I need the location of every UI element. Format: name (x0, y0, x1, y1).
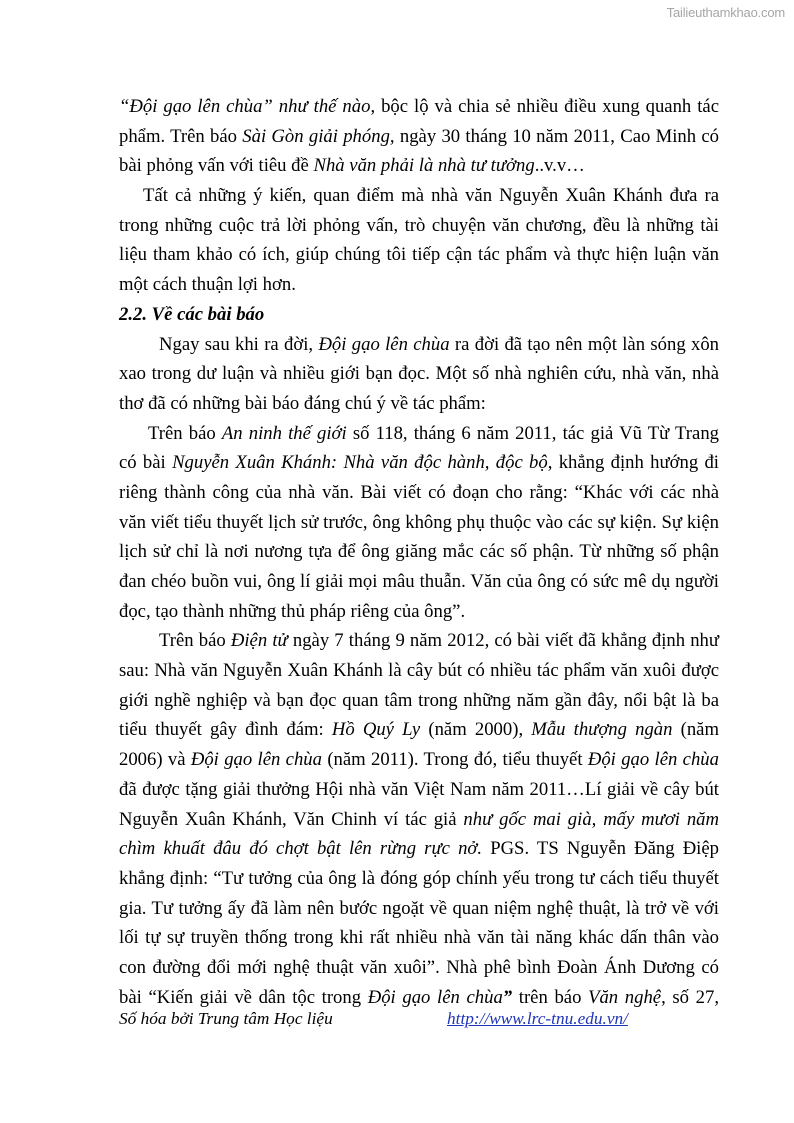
text-line (119, 567, 719, 597)
paragraph (119, 330, 719, 419)
text-line (119, 686, 719, 716)
text-run: (năm 2000), (420, 719, 532, 741)
text-run: ngày 7 tháng 9 năm 2012, có bài viết đã khẳng định như (287, 630, 720, 652)
body-text (119, 92, 719, 1012)
text-run: Tất cả những ý kiến, quan điểm mà nhà văn Nguyễn Xuân Khánh đưa ra (143, 185, 719, 207)
italic-text-run: “Đội gạo lên chùa” như thế nào (119, 96, 371, 117)
text-run: ra đời đã tạo nên một làn sóng xôn (449, 333, 719, 355)
paragraph (119, 626, 719, 1012)
text-line (119, 656, 719, 686)
text-run: thơ đã có những bài báo đáng chú ý về tác phẩm: (119, 392, 486, 414)
italic-text-run: chìm khuất đâu đó chợt bật lên rừng rực nở. (119, 838, 483, 860)
text-run: đã được tặng giải thưởng Hội nhà văn Việt Nam năm 2011…Lí giải về cây bút (119, 778, 719, 800)
italic-text-run: Đội gạo lên chùa (587, 749, 719, 771)
text-run: giới nghề nghiệp và bạn đọc quan tâm trong những năm gần đây, nổi bật là ba (119, 689, 719, 711)
text-line (119, 953, 719, 983)
text-run: (năm 2011). Trong đó, tiểu thuyết (321, 749, 588, 771)
text-run: xao trong dư luận và nhiều giới bạn đọc. Một số nhà nghiên cứu, nhà văn, nhà (119, 363, 719, 385)
text-line (119, 181, 719, 211)
text-line (119, 864, 719, 894)
text-line (119, 745, 719, 775)
text-run: ..v.v… (534, 155, 585, 177)
text-line (119, 537, 719, 567)
text-run: một cách thuận lợi hơn. (119, 274, 296, 296)
page-footer (119, 1009, 719, 1035)
italic-text-run: Mẫu thượng ngàn (531, 719, 673, 741)
text-line (119, 270, 719, 300)
italic-text-run: Nhà văn phải là nhà tư tưởng (313, 155, 535, 177)
section-heading (119, 300, 719, 330)
text-line (119, 300, 719, 330)
text-run: số 118, tháng 6 năm 2011, tác giả Vũ Từ Trang (346, 422, 719, 444)
footer-link[interactable]: http://www.lrc-tnu.edu.vn/ (447, 1009, 628, 1028)
text-run: bài “Kiến giải về dân tộc trong (119, 986, 368, 1008)
bold-italic-text-run: ” (502, 986, 513, 1008)
text-run: 2006) và (119, 749, 191, 771)
text-line (119, 775, 719, 805)
text-line (119, 330, 719, 360)
text-line (119, 151, 719, 181)
italic-text-run: Văn nghệ (588, 986, 662, 1008)
text-run: lịch sử chỉ là nơi nương tựa để ông giăng mắc các số phận. Từ những số phận (119, 541, 719, 563)
paragraph (119, 419, 719, 627)
watermark: Tailieuthamkhao.com (666, 5, 785, 20)
italic-text-run: Hồ Quý Ly (331, 719, 421, 741)
text-run: con đường đổi mới nghệ thuật văn xuôi”. Nhà phê bình Đoàn Ánh Dương có (119, 956, 719, 978)
bold-italic-text-run: 2.2. Về các bài báo (119, 303, 265, 325)
text-run: trong những cuộc trả lời phỏng vấn, trò chuyện văn chương, đều là những tài (119, 214, 719, 236)
italic-text-run: An ninh thế giới (221, 422, 347, 444)
text-run: lối tự sự truyền thống trong khi rất nhiều nhà văn tài năng khác dấn thân vào (119, 927, 719, 949)
text-run: , ngày 30 tháng 10 năm 2011, Cao Minh có (389, 125, 719, 147)
italic-text-run: Sài Gòn giải phóng (242, 125, 390, 147)
text-line (119, 478, 719, 508)
text-line (119, 122, 719, 152)
text-run: đan chéo buồn vui, ông lí giải mọi mâu thuẫn. Văn của ông có sức mê dụ người (119, 571, 719, 592)
paragraph (119, 181, 719, 300)
text-run: Nguyễn Xuân Khánh, Văn Chinh ví tác giả (119, 808, 464, 830)
text-run: Ngay sau khi ra đời, (159, 333, 319, 355)
italic-text-run: Điện tử (230, 630, 288, 652)
italic-text-run: Đội gạo lên chùa (190, 749, 322, 771)
text-line (119, 240, 719, 270)
text-line (119, 626, 719, 656)
italic-text-run: Đội gạo lên chùa (367, 986, 503, 1008)
text-run: Trên báo (159, 630, 231, 652)
text-run: , bộc lộ và chia sẻ nhiều điều xung quanh tác (370, 96, 719, 117)
text-line (119, 419, 719, 449)
text-line (119, 805, 719, 835)
text-run: bài phỏng vấn với tiêu đề (119, 155, 314, 177)
text-line (119, 983, 719, 1013)
text-line (119, 389, 719, 419)
footer-credit: Số hóa bởi Trung tâm Học liệu (119, 1009, 333, 1028)
text-run: riêng thành công của nhà văn. Bài viết có đoạn cho rằng: “Khác với các nhà (119, 481, 719, 503)
text-run: PGS. TS Nguyễn Đăng Điệp (482, 838, 719, 860)
text-line (119, 508, 719, 538)
text-line (119, 211, 719, 241)
text-run: liệu tham khảo có ích, giúp chúng tôi tiếp cận tác phẩm và thực hiện luận văn (119, 244, 719, 266)
text-run: có bài (119, 452, 173, 474)
italic-text-run: như gốc mai già, mấy mươi năm (463, 808, 719, 830)
text-line (119, 597, 719, 627)
text-run: , số 27, (661, 986, 719, 1008)
text-line (119, 834, 719, 864)
text-line (119, 448, 719, 478)
text-line (119, 894, 719, 924)
text-run: trên báo (512, 986, 589, 1008)
text-line (119, 92, 719, 122)
text-run: tiểu thuyết gây đình đám: (119, 719, 332, 741)
italic-text-run: Nguyễn Xuân Khánh: Nhà văn độc hành, độc bộ (172, 452, 548, 474)
text-line (119, 359, 719, 389)
text-run: phẩm. Trên báo (119, 125, 243, 147)
text-run: , khẳng định hướng đi (547, 452, 719, 474)
text-line (119, 715, 719, 745)
paragraph (119, 92, 719, 181)
text-run: gia. Tư tưởng ấy đã làm nên bước ngoặt về quan niệm nghệ thuật, là trở về với (119, 897, 719, 919)
italic-text-run: Đội gạo lên chùa (318, 333, 450, 355)
text-run: Trên báo (148, 422, 222, 444)
text-run: (năm (672, 719, 719, 741)
text-line (119, 923, 719, 953)
text-run: văn viết tiểu thuyết lịch sử trước, ông không phụ thuộc vào các sự kiện. Sự kiện (119, 511, 719, 533)
text-run: khẳng định: “Tư tưởng của ông là đóng góp chính yếu trong tư cách tiểu thuyết (119, 867, 719, 889)
text-run: sau: Nhà văn Nguyễn Xuân Khánh là cây bút có nhiều tác phẩm văn xuôi được (119, 660, 719, 682)
text-run: đọc, tạo thành những thủ pháp riêng của ông”. (119, 600, 466, 622)
